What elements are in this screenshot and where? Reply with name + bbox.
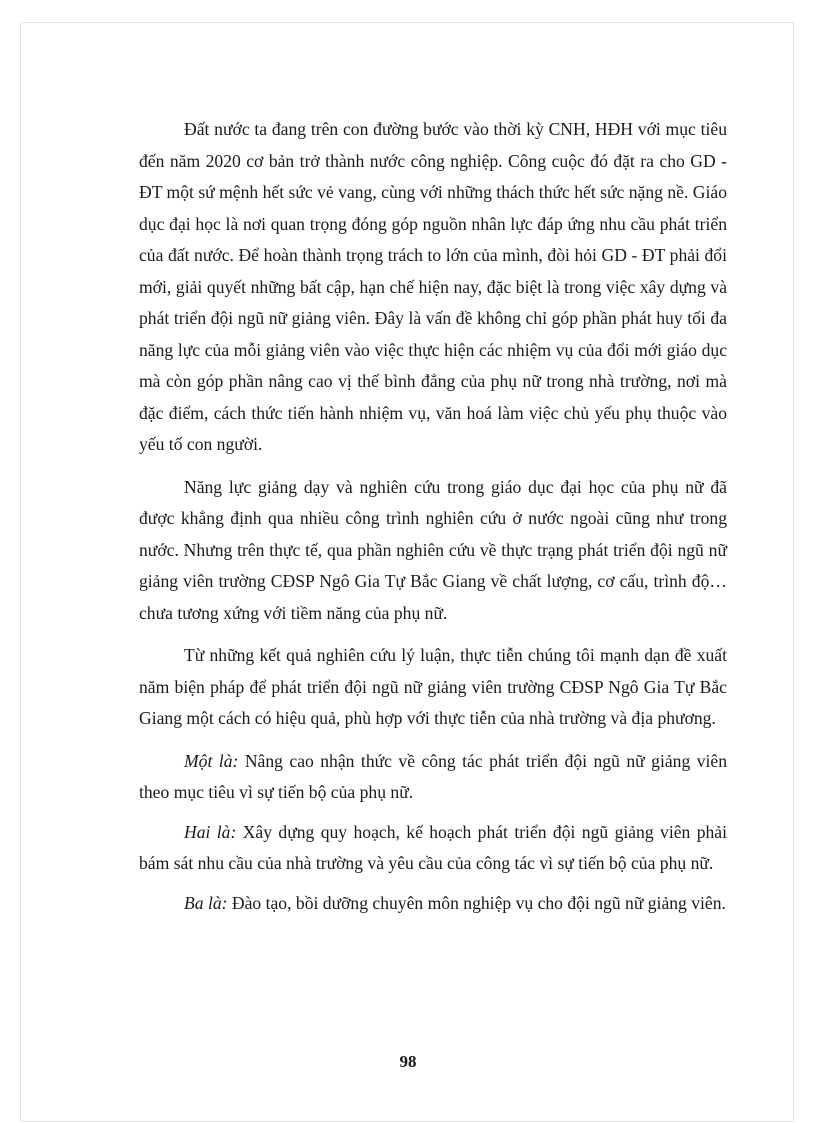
measure-three bbox=[139, 888, 727, 920]
measure-text: Nâng cao nhận thức về công tác phát triển đội ngũ nữ giảng viên theo mục tiêu vì sự tiến bộ của phụ nữ. bbox=[139, 750, 727, 802]
document-body bbox=[139, 114, 727, 927]
measure-text: Đào tạo, bồi dưỡng chuyên môn nghiệp vụ cho đội ngũ nữ giảng viên. bbox=[227, 892, 726, 913]
paragraph-capacity bbox=[139, 472, 727, 630]
paragraph-proposal bbox=[139, 640, 727, 735]
paragraph-text: Năng lực giảng dạy và nghiên cứu trong giáo dục đại học của phụ nữ đã được khẳng định qua nhiều công trình nghiên cứu ở nước ngoài cũng như trong nước. Nhưng trên thực tế, qua phần nghiên cứu về thực trạng phát triển đội ngũ nữ giảng viên trường CĐSP Ngô Gia Tự Bắc Giang về chất lượng, cơ cấu, trình độ… chưa tương xứng với tiềm năng của phụ nữ. bbox=[139, 476, 727, 623]
page-number: 98 bbox=[399, 1052, 417, 1071]
measure-one bbox=[139, 746, 727, 809]
measure-lead: Hai là: bbox=[184, 821, 237, 842]
measure-two bbox=[139, 817, 727, 880]
paragraph-text: Từ những kết quả nghiên cứu lý luận, thực tiễn chúng tôi mạnh dạn đề xuất năm biện pháp để phát triển đội ngũ nữ giảng viên trường CĐSP Ngô Gia Tự Bắc Giang một cách có hiệu quả, phù hợp với thực tiễn của nhà trường và địa phương. bbox=[139, 645, 727, 728]
measure-lead: Một là: bbox=[184, 750, 239, 771]
measure-lead: Ba là: bbox=[184, 892, 228, 913]
measure-text: Xây dựng quy hoạch, kế hoạch phát triển đội ngũ giảng viên phải bám sát nhu cầu của nhà trường và yêu cầu của công tác vì sự tiến bộ của phụ nữ. bbox=[139, 821, 727, 873]
paragraph-text: Đất nước ta đang trên con đường bước vào thời kỳ CNH, HĐH với mục tiêu đến năm 2020 cơ bản trở thành nước công nghiệp. Công cuộc đó đặt ra cho GD - ĐT một sứ mệnh hết sức vẻ vang, cùng với những thách thức hết sức nặng nề. Giáo dục đại học là nơi quan trọng đóng góp nguồn nhân lực đáp ứng nhu cầu phát triển của đất nước. Để hoàn thành trọng trách to lớn của mình, đòi hỏi GD - ĐT phải đổi mới, giải quyết những bất cập, hạn chế hiện nay, đặc biệt là trong việc xây dựng và phát triển đội ngũ nữ giảng viên. Đây là vấn đề không chỉ góp phần phát huy tối đa năng lực của mỗi giảng viên vào việc thực hiện các nhiệm vụ của đổi mới giáo dục mà còn góp phần nâng cao vị thế bình đẳng của phụ nữ trong nhà trường, nơi mà đặc điểm, cách thức tiến hành nhiệm vụ, văn hoá làm việc chủ yếu phụ thuộc vào yếu tố con người. bbox=[139, 119, 727, 454]
paragraph-intro bbox=[139, 114, 727, 461]
